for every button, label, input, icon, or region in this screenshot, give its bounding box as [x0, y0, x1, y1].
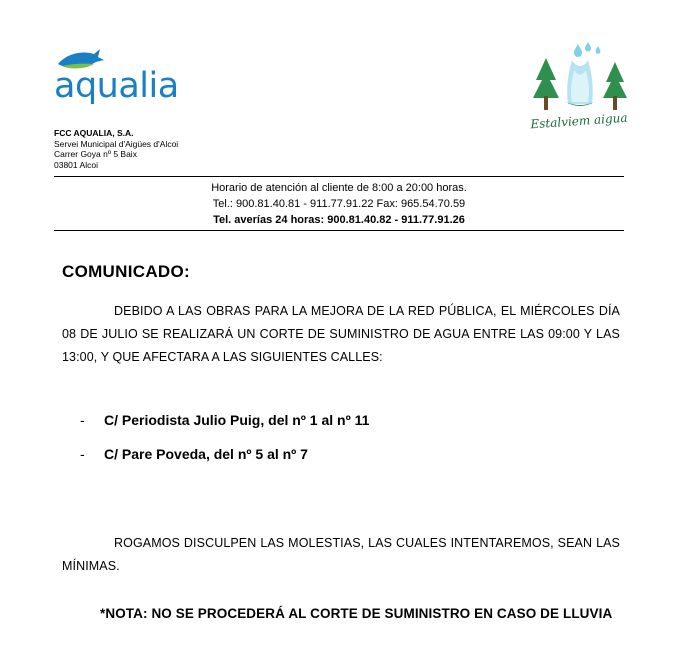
- rain-note: *NOTA: NO SE PROCEDERÁ AL CORTE DE SUMINISTRO EN CASO DE LLUVIA: [100, 606, 613, 621]
- list-bullet: -: [80, 446, 85, 462]
- emblem-caption: Estalviem aigua: [530, 110, 628, 132]
- estalviem-aigua-emblem: [516, 40, 642, 138]
- company-line-2: Carrer Goya nº 5 Baix: [54, 149, 137, 159]
- trees-water-icon: [516, 40, 642, 120]
- company-name: FCC AQUALIA, S.A.: [54, 128, 134, 138]
- aqualia-logo: [54, 48, 254, 110]
- company-line-3: 03801 Alcoi: [54, 159, 98, 170]
- list-item: [80, 412, 600, 428]
- contact-phones: Tel.: 900.81.40.81 - 911.77.91.22 Fax: 965.54.70.59: [212, 198, 466, 210]
- page-title: COMUNICADO:: [62, 262, 190, 281]
- list-item: [80, 446, 600, 462]
- street-label: C/ Periodista Julio Puig, del nº 1 al nº 11: [104, 412, 370, 428]
- emergency-phones: Tel. averías 24 horas: 900.81.40.82 - 911.77.91.26: [213, 214, 465, 226]
- contact-block: [54, 180, 624, 228]
- divider-bottom: [54, 230, 624, 231]
- company-line-1: Servei Municipal d'Aigües d'Alcoi: [54, 138, 179, 149]
- divider-top: [54, 176, 624, 177]
- street-label: C/ Pare Poveda, del nº 5 al nº 7: [104, 446, 308, 462]
- customer-hours: Horario de atención al cliente de 8:00 a 20:00 horas.: [211, 182, 467, 194]
- brand-wordmark: aqualia: [54, 66, 179, 106]
- company-address: [54, 128, 178, 170]
- main-paragraph: DEBIDO A LAS OBRAS PARA LA MEJORA DE LA RED PÚBLICA, EL MIÉRCOLES DÍA 08 DE JULIO SE REALIZARÁ UN CORTE DE SUMINISTRO DE AGUA ENTRE LAS 09:00 Y LAS 13:00, Y QUE AFECTARA A LAS SIGUIENTES CALLES:: [62, 304, 620, 364]
- list-bullet: -: [80, 412, 85, 428]
- affected-streets-list: [80, 412, 600, 480]
- apology-paragraph: ROGAMOS DISCULPEN LAS MOLESTIAS, LAS CUALES INTENTAREMOS, SEAN LAS MÍNIMAS.: [62, 536, 620, 573]
